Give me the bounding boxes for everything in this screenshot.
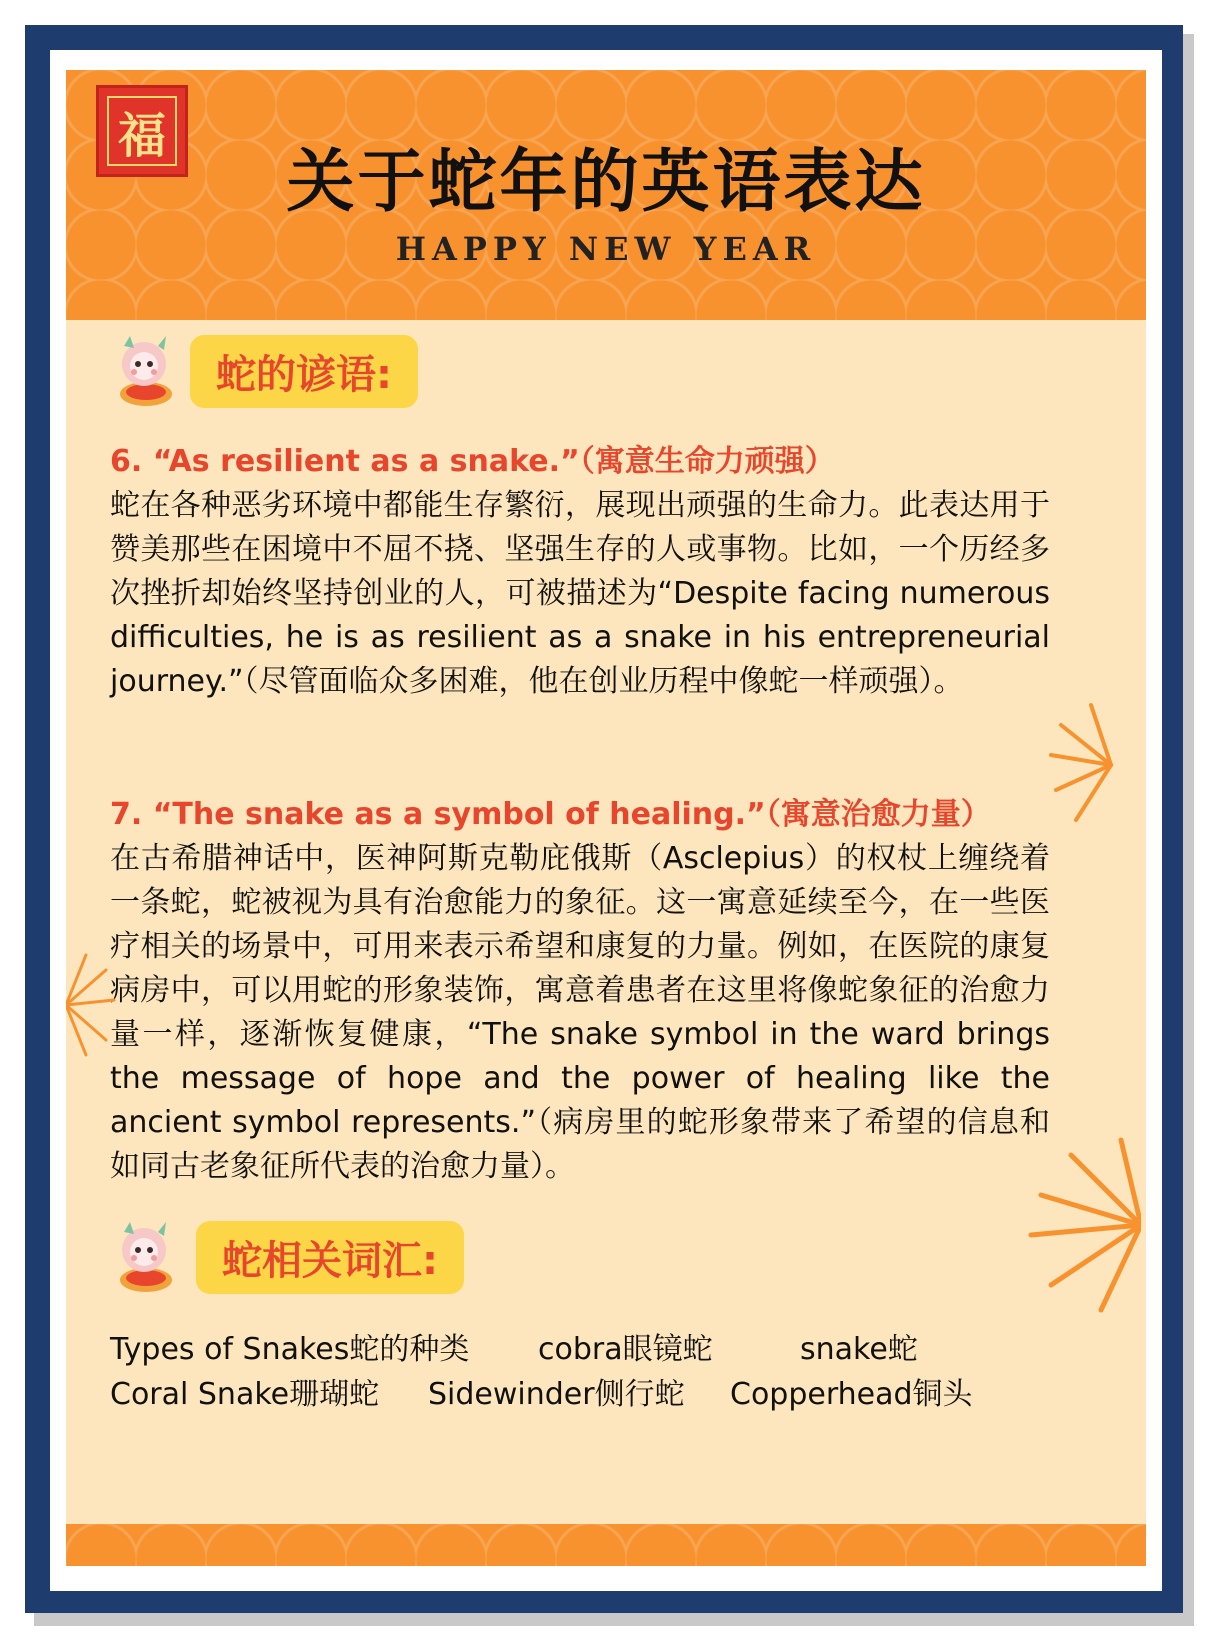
vocab-term: Copperhead铜头 [730, 1377, 973, 1412]
proverb-item-6-body: 蛇在各种恶劣环境中都能生存繁衍，展现出顽强的生命力。此表达用于赞美那些在困境中不屈不挠、坚强生存的人或事物。比如，一个历经多次挫折却始终坚持创业的人，可被描述为“Despite facing numerous difficulties, he is as resilient as a snake in his entrepreneurial journey.”（尽管面临众多困难，他在创业历程中像蛇一样顽强）。 [110, 488, 1050, 699]
vocab-term: cobra眼镜蛇 [538, 1332, 713, 1367]
page-subtitle: HAPPY NEW YEAR [395, 230, 817, 268]
firework-icon [66, 950, 126, 1060]
proverbs-heading [110, 332, 418, 410]
poster-card [66, 70, 1146, 1566]
vocab-term: Types of Snakes蛇的种类 [110, 1332, 470, 1367]
vocab-term: Sidewinder侧行蛇 [428, 1377, 685, 1412]
proverb-item-7 [110, 793, 1050, 1189]
firework-icon [981, 1135, 1141, 1315]
dragon-mascot-icon [110, 332, 182, 410]
fu-character: 福 [117, 107, 166, 164]
vocab-term: Coral Snake珊瑚蛇 [110, 1377, 380, 1412]
header-banner [66, 70, 1146, 320]
firework-icon [1021, 695, 1131, 835]
proverb-item-7-title: 7. “The snake as a symbol of healing.”（寓意治愈力量） [110, 797, 991, 832]
page-title: 关于蛇年的英语表达 [286, 143, 926, 222]
proverb-item-6 [110, 440, 1050, 704]
vocab-heading-label: 蛇相关词汇: [196, 1221, 464, 1294]
proverb-item-7-body: 在古希腊神话中，医神阿斯克勒庇俄斯（Asclepius）的权杖上缠绕着一条蛇，蛇被视为具有治愈能力的象征。这一寓意延续至今，在一些医疗相关的场景中，可用来表示希望和康复的力量。例如，在医院的康复病房中，可以用蛇的形象装饰，寓意着患者在这里将像蛇象征的治愈力量一样，逐渐恢复健康，“The snake symbol in the ward brings the message of hope and the power of healing like the ancient symbol represents.”（病房里的蛇形象带来了希望的信息和如同古老象征所代表的治愈力量）。 [110, 841, 1050, 1184]
proverbs-heading-label: 蛇的谚语: [190, 335, 418, 408]
vocab-heading [110, 1218, 464, 1296]
proverb-item-6-title: 6. “As resilient as a snake.”（寓意生命力顽强） [110, 444, 835, 479]
dragon-mascot-icon [110, 1218, 182, 1296]
vocab-term: snake蛇 [800, 1332, 918, 1367]
footer-band [66, 1524, 1146, 1566]
